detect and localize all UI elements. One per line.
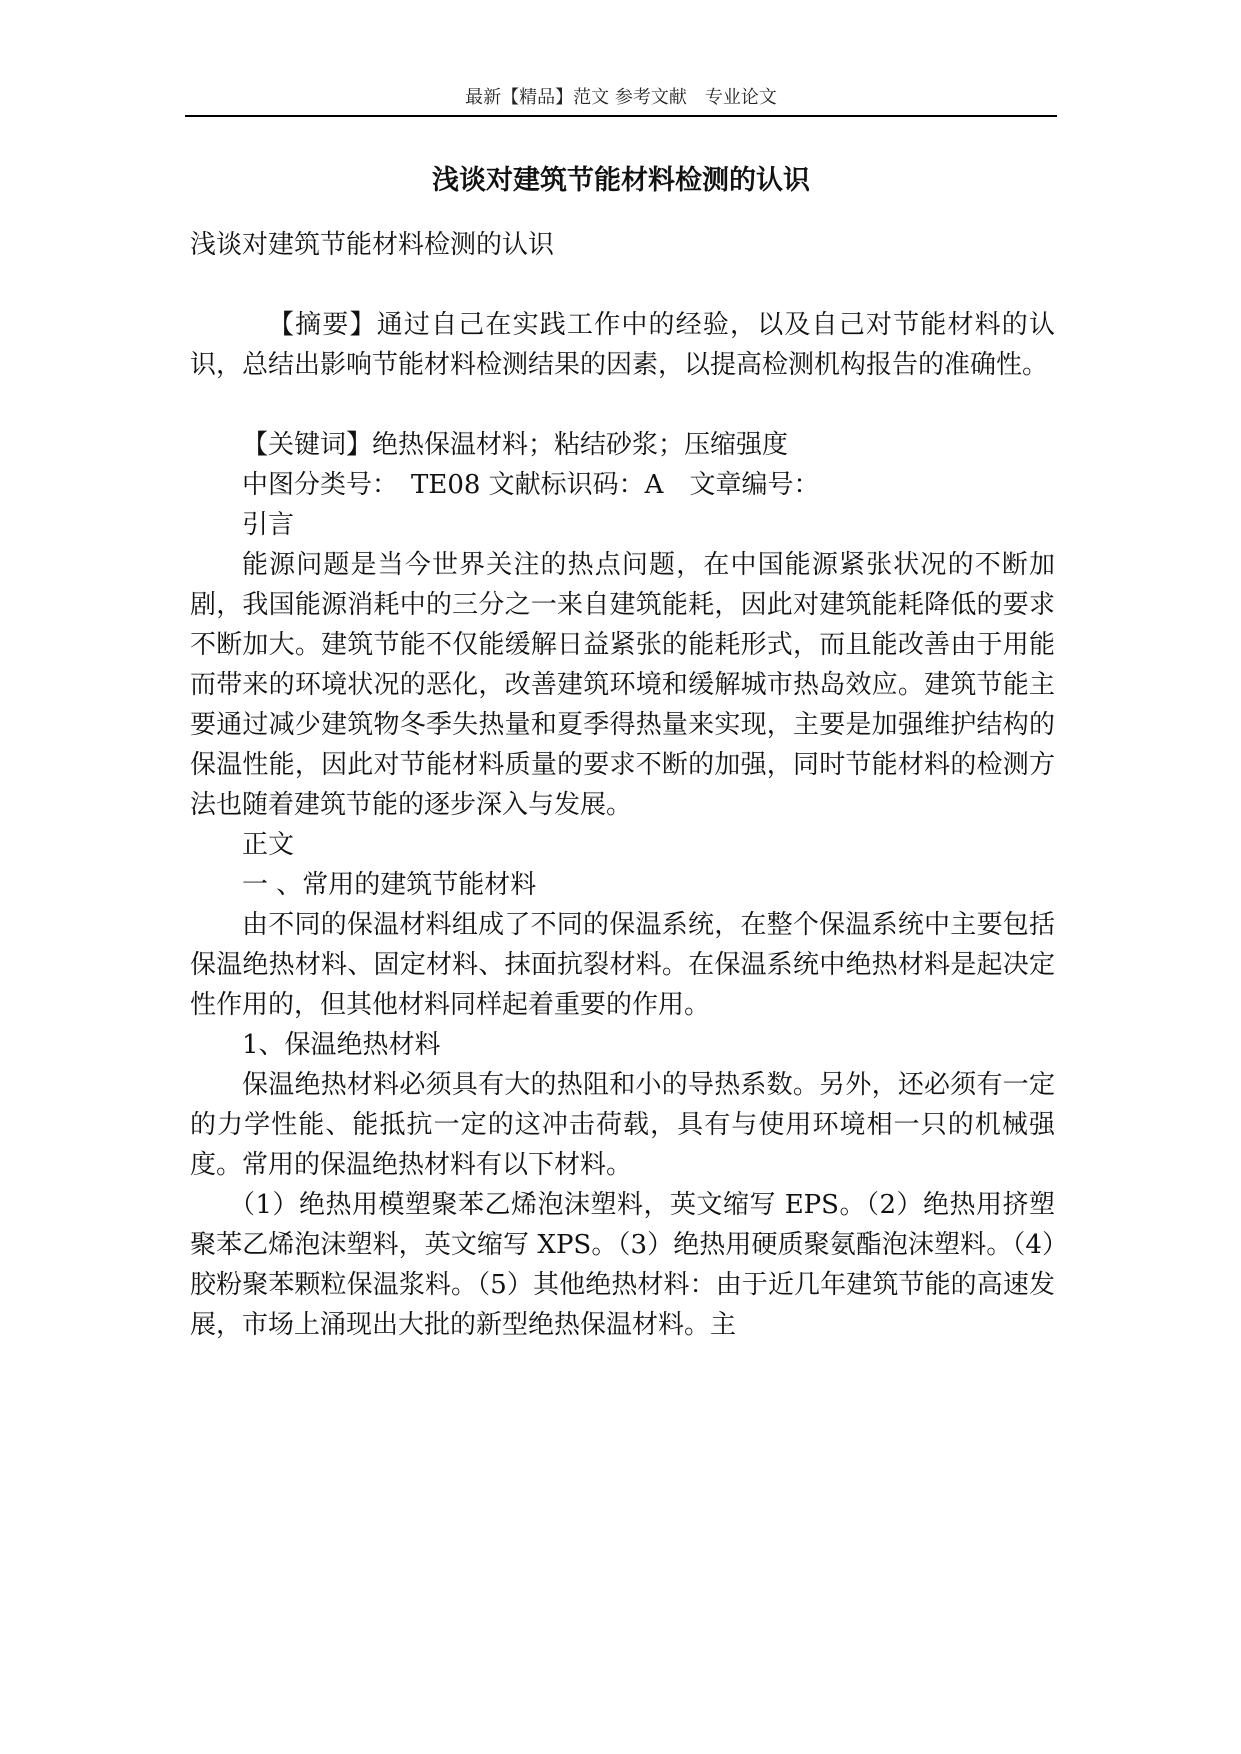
- subsection-heading: 1、保温绝热材料: [242, 1030, 441, 1060]
- intro-paragraph: 能源问题是当今世界关注的热点问题，在中国能源紧张状况的不断加剧，我国能源消耗中的三分之一来自建筑能耗，因此对建筑能耗降低的要求不断加大。建筑节能不仅能缓解日益紧张的能耗形式，而且能改善由于用能而带来的环境状况的恶化，改善建筑环境和缓解城市热岛效应。建筑节能主要通过减少建筑物冬季失热量和夏季得热量来实现，主要是加强维护结构的保温性能，因此对节能材料质量的要求不断的加强，同时节能材料的检测方法也随着建筑节能的逐步深入与发展。: [190, 550, 1055, 820]
- section-paragraph: 由不同的保温材料组成了不同的保温系统，在整个保温系统中主要包括保温绝热材料、固定材料、抹面抗裂材料。在保温系统中绝热材料是起决定性作用的，但其他材料同样起着重要的作用。: [190, 910, 1055, 1020]
- materials-paragraph: （1）绝热用模塑聚苯乙烯泡沫塑料，英文缩写 EPS。（2）绝热用挤塑聚苯乙烯泡沫塑料，英文缩写 XPS。（3）绝热用硬质聚氨酯泡沫塑料。（4）胶粉聚苯颗粒保温浆料。（5）其他绝热材料：由于近几年建筑节能的高速发展，市场上涌现出大批的新型绝热保温材料。主: [190, 1190, 1055, 1340]
- document-body: [190, 225, 1055, 1345]
- subsection-paragraph: 保温绝热材料必须具有大的热阻和小的导热系数。另外，还必须有一定的力学性能、能抵抗一定的这冲击荷载，具有与使用环境相一只的机械强度。常用的保温绝热材料有以下材料。: [190, 1070, 1055, 1180]
- document-title: 浅谈对建筑节能材料检测的认识: [432, 165, 810, 196]
- body-heading: 正文: [242, 830, 295, 860]
- section-heading: 一 、常用的建筑节能材料: [242, 870, 537, 900]
- document-subtitle: 浅谈对建筑节能材料检测的认识: [190, 230, 555, 260]
- header-divider: [185, 115, 1057, 117]
- page-header: 最新【精品】范文 参考文献 专业论文: [465, 87, 777, 108]
- keywords-line: 【关键词】绝热保温材料；粘结砂浆；压缩强度: [242, 430, 789, 460]
- intro-heading: 引言: [242, 510, 295, 540]
- abstract-paragraph: 【摘要】通过自己在实践工作中的经验，以及自己对节能材料的认识，总结出影响节能材料检测结果的因素，以提高检测机构报告的准确性。: [190, 310, 1055, 380]
- classification-line: 中图分类号： TE08 文献标识码：A 文章编号：: [242, 470, 820, 500]
